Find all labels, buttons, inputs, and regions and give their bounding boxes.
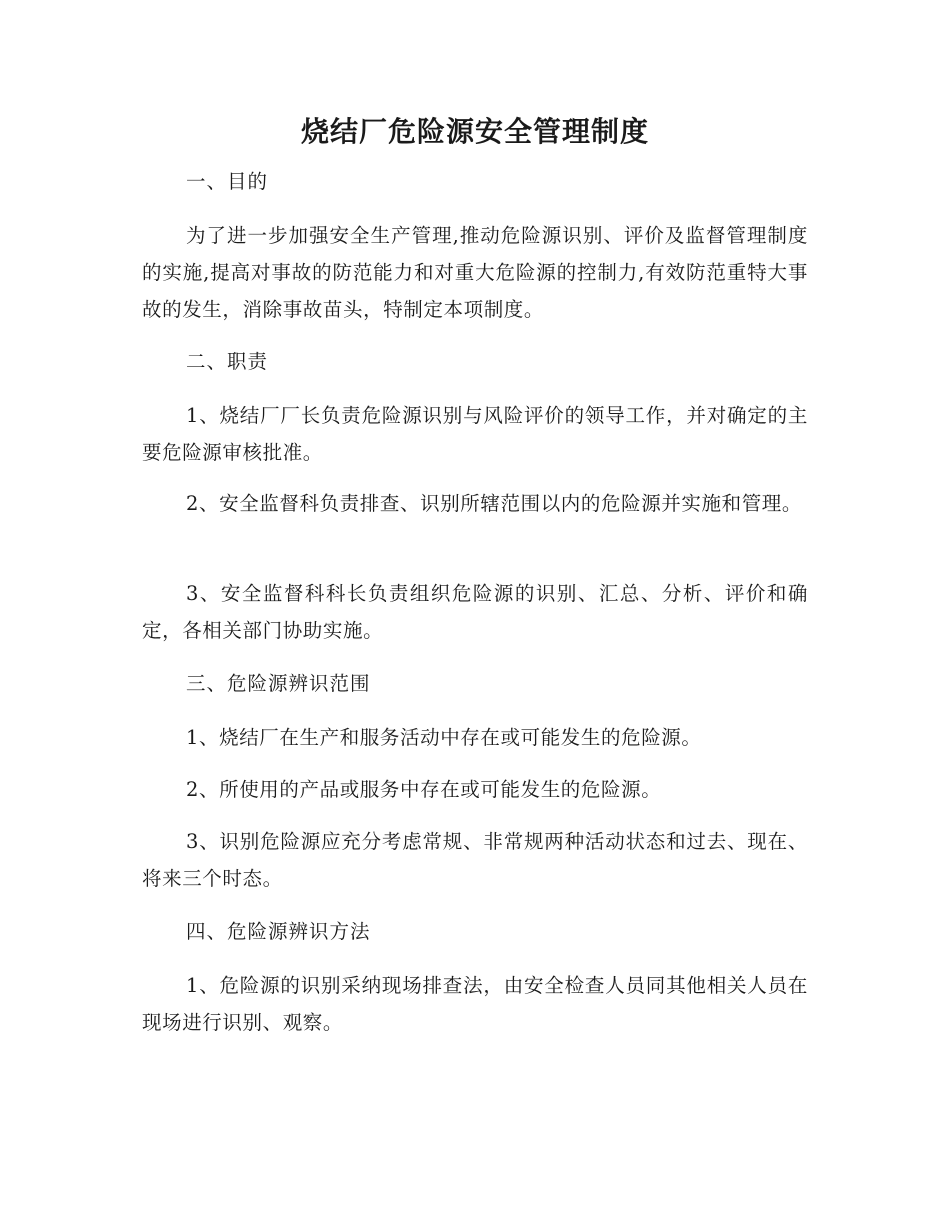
section-heading-method: 四、危险源辨识方法 [186,920,371,943]
paragraph-responsibility-1: 1、烧结厂厂长负责危险源识别与风险评价的领导工作，并对确定的主要危险源审核批准。 [142,404,808,464]
paragraph-method-1: 1、危险源的识别采纳现场排查法，由安全检查人员同其他相关人员在现场进行识别、观察。 [142,974,808,1034]
paragraph-responsibility-2: 2、安全监督科负责排查、识别所辖范围以内的危险源并实施和管理。 [186,492,803,515]
document-title: 烧结厂危险源安全管理制度 [300,115,649,148]
paragraph-responsibility-3: 3、安全监督科科长负责组织危险源的识别、汇总、分析、评价和确定，各相关部门协助实施。 [142,582,808,642]
section-heading-scope: 三、危险源辨识范围 [186,672,371,695]
paragraph-scope-2: 2、所使用的产品或服务中存在或可能发生的危险源。 [186,778,662,801]
section-heading-responsibilities: 二、职责 [186,350,269,373]
paragraph-scope-1: 1、烧结厂在生产和服务活动中存在或可能发生的危险源。 [186,726,702,749]
paragraph-scope-3: 3、识别危险源应充分考虑常规、非常规两种活动状态和过去、现在、将来三个时态。 [142,830,808,890]
section-heading-purpose: 一、目的 [186,170,269,193]
paragraph-purpose: 为了进一步加强安全生产管理,推动危险源识别、评价及监督管理制度的实施,提高对事故的防范能力和对重大危险源的控制力,有效防范重特大事故的发生，消除事故苗头，特制定本项制度。 [142,224,808,321]
